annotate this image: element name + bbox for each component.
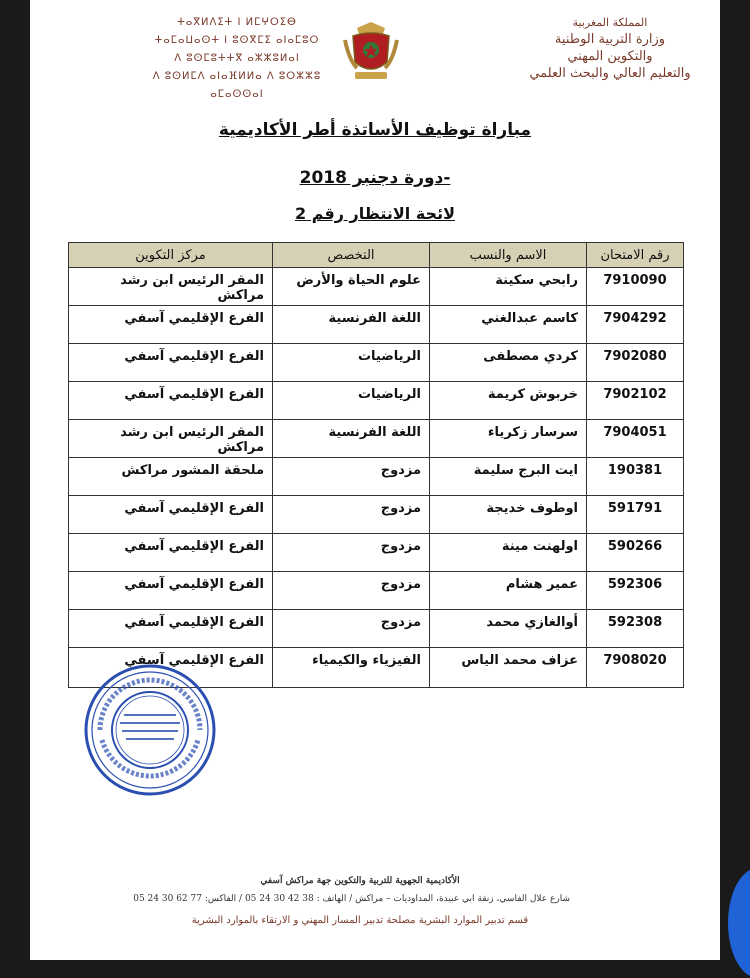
candidate-name: اولهنت مينة — [430, 534, 587, 572]
exam-number: 592308 — [587, 610, 684, 648]
training-center: الفرع الإقليمي آسفي — [69, 572, 273, 610]
tifinagh-line-1: ⵜⴰⴳⵍⴷⵉⵜ ⵏ ⵍⵎⵖⵔⵉⴱ — [177, 17, 297, 28]
candidate-name: خربوش كريمة — [430, 382, 587, 420]
training-center: المقر الرئيس ابن رشد مراكش — [69, 420, 273, 458]
document-title: مباراة توظيف الأساتذة أطر الأكاديمية — [218, 120, 532, 140]
table-row — [69, 382, 684, 420]
specialty: مزدوج — [273, 572, 430, 610]
exam-number: 591791 — [587, 496, 684, 534]
exam-number: 7902080 — [587, 344, 684, 382]
ministry-line-1: وزارة التربية الوطنية — [554, 32, 666, 47]
specialty: اللغة الفرنسية — [273, 306, 430, 344]
ministry-header-tifinagh — [132, 14, 342, 104]
candidate-name: ايت البرج سليمة — [430, 458, 587, 496]
training-center: الفرع الإقليمي آسفي — [69, 648, 273, 688]
ministry-line-2: والتكوين المهني — [567, 49, 653, 64]
table-row — [69, 496, 684, 534]
exam-number: 7908020 — [587, 648, 684, 688]
table-row — [69, 306, 684, 344]
table-row — [69, 344, 684, 382]
exam-number: 190381 — [587, 458, 684, 496]
coat-of-arms-emblem — [343, 20, 399, 84]
footer-department: قسم تدبير الموارد البشرية مصلحة تدبير المسار المهني و الارتقاء بالموارد البشرية — [191, 915, 529, 926]
table-row — [69, 572, 684, 610]
screen-overlay-decoration — [728, 868, 750, 978]
training-center: المقر الرئيس ابن رشد مراكش — [69, 268, 273, 306]
candidate-name: عمير هشام — [430, 572, 587, 610]
header-training-center: مركز التكوين — [69, 243, 273, 268]
candidate-name: رابحي سكينة — [430, 268, 587, 306]
specialty: اللغة الفرنسية — [273, 420, 430, 458]
candidate-name: سرسار زكرياء — [430, 420, 587, 458]
ministry-header-arabic — [510, 14, 710, 82]
specialty: الرياضيات — [273, 344, 430, 382]
waiting-list-table — [68, 242, 684, 688]
header-specialty: التخصص — [273, 243, 430, 268]
candidate-name: أوالغازي محمد — [430, 610, 587, 648]
kingdom-line: المملكة المغربية — [572, 16, 648, 29]
exam-number: 592306 — [587, 572, 684, 610]
training-center: الفرع الإقليمي آسفي — [69, 610, 273, 648]
specialty: الرياضيات — [273, 382, 430, 420]
exam-number: 7904051 — [587, 420, 684, 458]
candidate-name: كردي مصطفى — [430, 344, 587, 382]
table-row — [69, 534, 684, 572]
training-center: الفرع الإقليمي آسفي — [69, 344, 273, 382]
training-center: الفرع الإقليمي آسفي — [69, 306, 273, 344]
candidate-name: عزاف محمد الياس — [430, 648, 587, 688]
specialty: مزدوج — [273, 496, 430, 534]
specialty: مزدوج — [273, 534, 430, 572]
header-exam-number: رقم الامتحان — [587, 243, 684, 268]
table-row — [69, 458, 684, 496]
waiting-list-title: لائحة الانتظار رقم 2 — [295, 204, 455, 223]
tifinagh-line-4: ⴷ ⵓⵙⵍⵎⴷ ⴰⵏⴰⴼⵍⵍⴰ ⴷ ⵓⵔⵣⵣⵓ ⴰⵎⴰⵙⵙⴰⵏ — [152, 71, 322, 100]
candidate-name: كاسم عبدالغني — [430, 306, 587, 344]
exam-number: 7902102 — [587, 382, 684, 420]
table-header-row — [69, 243, 684, 268]
specialty: مزدوج — [273, 458, 430, 496]
session-title: -دورة دجنبر 2018 — [299, 168, 451, 188]
footer-academy-name: الأكاديمية الجهوية للتربية والتكوين جهة مراكش آسفي — [260, 876, 460, 886]
tifinagh-line-2: ⵜⴰⵎⴰⵡⴰⵙⵜ ⵏ ⵓⵙⴳⵎⵉ ⴰⵏⴰⵎⵓⵔ — [154, 35, 320, 46]
table-row — [69, 610, 684, 648]
table-row — [69, 268, 684, 306]
training-center: الفرع الإقليمي آسفي — [69, 534, 273, 572]
table-row — [69, 420, 684, 458]
specialty: علوم الحياة والأرض — [273, 268, 430, 306]
footer-address: شارع علال الفاسي، زنقة ابي عبيدة، المداوديات – مراكش / الهاتف : 38 42 30 24 05 / الفاكس: 77 62 30 24 05 — [133, 894, 570, 904]
exam-number: 590266 — [587, 534, 684, 572]
specialty: مزدوج — [273, 610, 430, 648]
training-center: ملحقة المشور مراكش — [69, 458, 273, 496]
tifinagh-line-3: ⴷ ⵓⵙⵎⵓⵜⵜⴳ ⴰⵣⵣⵓⵍⴰⵏ — [174, 53, 300, 64]
training-center: الفرع الإقليمي آسفي — [69, 496, 273, 534]
exam-number: 7910090 — [587, 268, 684, 306]
exam-number: 7904292 — [587, 306, 684, 344]
candidate-name: اوطوف خديجة — [430, 496, 587, 534]
header-full-name: الاسم والنسب — [430, 243, 587, 268]
ministry-line-3: والتعليم العالي والبحث العلمي — [529, 66, 691, 81]
official-stamp — [80, 660, 220, 800]
training-center: الفرع الإقليمي آسفي — [69, 382, 273, 420]
specialty: الفيزياء والكيمياء — [273, 648, 430, 688]
